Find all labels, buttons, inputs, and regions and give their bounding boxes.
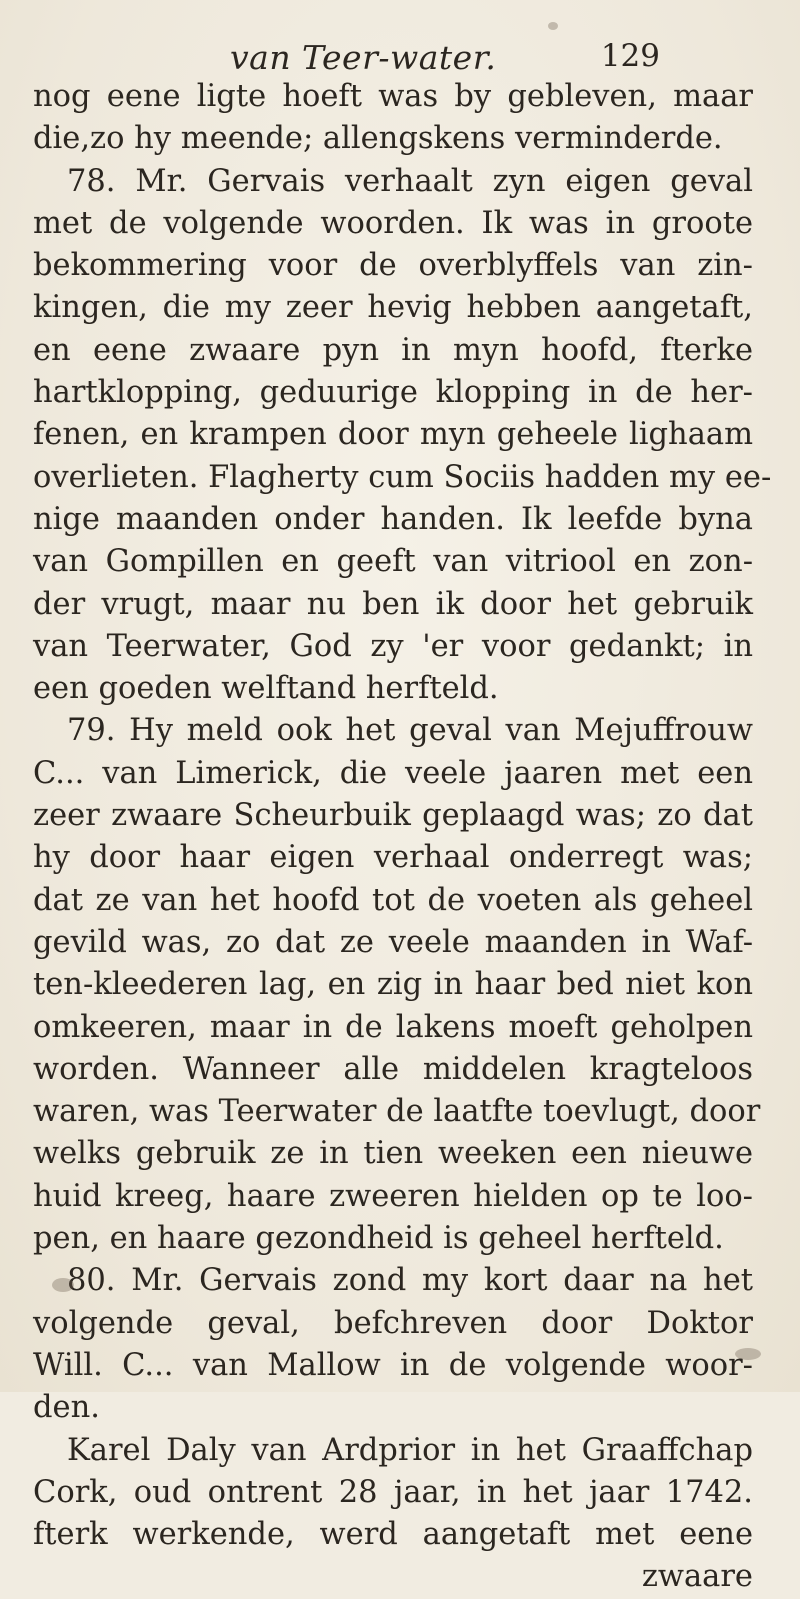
text-line: dat ze van het hoofd tot de voeten als geheel bbox=[33, 882, 753, 918]
text-line: huid kreeg, haare zweeren hielden op te loo- bbox=[33, 1178, 753, 1214]
text-line: zeer zwaare Scheurbuik geplaagd was; zo dat bbox=[33, 798, 753, 834]
text-line: fenen, en krampen door myn geheele lighaam bbox=[33, 417, 753, 453]
paragraph-79-start: 79. Hy meld ook het geval van Mejuffrouw bbox=[67, 713, 753, 749]
text-line: volgende geval, befchreven door Doktor bbox=[33, 1305, 753, 1341]
text-line: nog eene ligte hoeft was by gebleven, maar bbox=[33, 79, 753, 114]
text-line: Cork, oud ontrent 28 jaar, in het jaar 1742. bbox=[33, 1474, 753, 1510]
paper-stain bbox=[735, 1348, 761, 1360]
catchword: zwaare bbox=[641, 1559, 753, 1595]
paper-stain bbox=[52, 1278, 74, 1292]
text-line: welks gebruik ze in tien weeken een nieuwe bbox=[33, 1136, 753, 1172]
text-line: bekommering voor de overblyffels van zin- bbox=[33, 248, 753, 284]
text-line: en eene zwaare pyn in myn hoofd, fterke bbox=[33, 332, 753, 368]
text-line: van Teerwater, God zy 'er voor gedankt; in bbox=[33, 628, 753, 664]
text-line: met de volgende woorden. Ik was in groote bbox=[33, 205, 753, 241]
running-title: van Teer-water. bbox=[230, 38, 497, 77]
text-line: een goeden welftand herfteld. bbox=[33, 671, 499, 707]
text-line: worden. Wanneer alle middelen kragteloos bbox=[33, 1051, 753, 1087]
text-line: hy door haar eigen verhaal onderregt was; bbox=[33, 840, 753, 876]
paragraph-78-start: 78. Mr. Gervais verhaalt zyn eigen geval bbox=[67, 163, 753, 199]
paragraph-80-start: 80. Mr. Gervais zond my kort daar na het bbox=[67, 1263, 753, 1299]
text-line: waren, was Teerwater de laatfte toevlugt, door bbox=[33, 1094, 761, 1130]
text-line: van Gompillen en geeft van vitriool en zon- bbox=[33, 544, 753, 580]
text-line: der vrugt, maar nu ben ik door het gebruik bbox=[33, 586, 753, 622]
text-line: omkeeren, maar in de lakens moeft geholpen bbox=[33, 1009, 753, 1045]
text-line: den. bbox=[33, 1390, 100, 1426]
body-text bbox=[33, 76, 772, 1599]
text-line: gevild was, zo dat ze veele maanden in Waf- bbox=[33, 924, 753, 960]
paper-stain bbox=[548, 22, 558, 30]
text-line: C... van Limerick, die veele jaaren met een bbox=[33, 755, 753, 791]
text-line: Will. C... van Mallow in de volgende woor- bbox=[33, 1347, 753, 1383]
text-line: overlieten. Flagherty cum Sociis hadden my ee- bbox=[33, 459, 772, 495]
text-line: ten-kleederen lag, en zig in haar bed niet kon bbox=[33, 967, 753, 1003]
case-paragraph-start: Karel Daly van Ardprior in het Graaffchap bbox=[67, 1432, 753, 1468]
text-line: hartklopping, geduurige klopping in de her- bbox=[33, 375, 753, 411]
page-number: 129 bbox=[600, 38, 660, 74]
text-line: die,zo hy meende; allengskens verminderde. bbox=[33, 121, 723, 157]
text-line: kingen, die my zeer hevig hebben aangetaft, bbox=[33, 290, 753, 326]
text-line: nige maanden onder handen. Ik leefde byna bbox=[33, 501, 753, 537]
text-line: pen, en haare gezondheid is geheel herfteld. bbox=[33, 1221, 724, 1257]
text-line: fterk werkende, werd aangetaft met eene bbox=[33, 1517, 753, 1553]
